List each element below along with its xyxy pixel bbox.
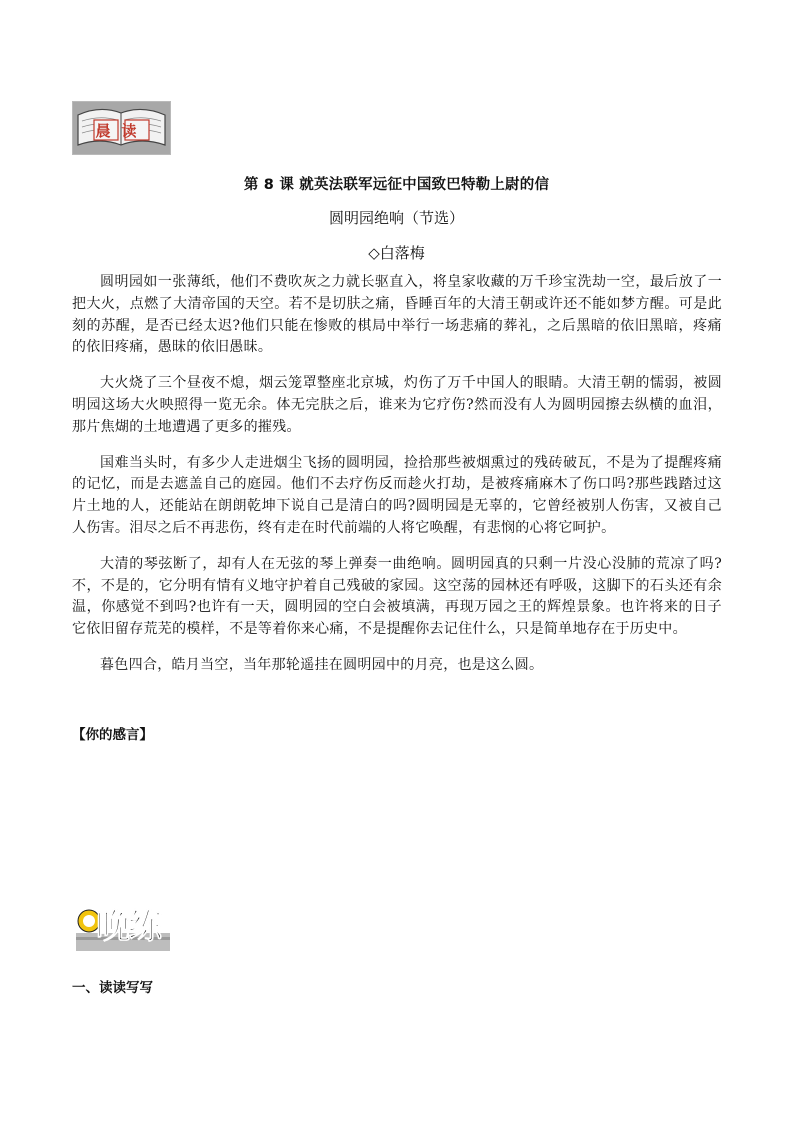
evening-practice-logo: [72, 897, 172, 954]
article-paragraph: 大火烧了三个昼夜不熄，烟云笼罩整座北京城，灼伤了万千中国人的眼睛。大清王朝的懦弱，被圆明园这场大火映照得一览无余。体无完肤之后，谁来为它疗伤?然而没有人为圆明园擦去纵横的血泪，那片焦煳的土地遭遇了更多的摧残。: [72, 375, 722, 435]
article-title: 圆明园绝响（节选）: [328, 209, 464, 227]
article-paragraph: 国难当头时，有多少人走进烟尘飞扬的圆明园，捡拾那些被烟熏过的残砖破瓦，不是为了提醒疼痛的记忆，而是去遮盖自己的庭园。他们不去疗伤反而趁火打劫，是被疼痛麻木了伤口吗?那些践踏过这片土地的人，还能站在朗朗乾坤下说自己是清白的吗?圆明园是无辜的，它曾经被别人伤害，又被自己人伤害。泪尽之后不再悲伤，终有走在时代前端的人将它唤醒，有悲悯的心将它呵护。: [72, 454, 722, 536]
article-author: ◇白落梅: [368, 244, 425, 262]
article-paragraph: 圆明园如一张薄纸，他们不费吹灰之力就长驱直入，将皇家收藏的万千珍宝洗劫一空，最后放了一把大火，点燃了大清帝国的天空。若不是切肤之痛，昏睡百年的大清王朝或许还不能如梦方醒。可是此刻的苏醒，是否已经太迟?他们只能在惨败的棋局中举行一场悲痛的葬礼，之后黑暗的依旧黑暗，疼痛的依旧疼痛，愚昧的依旧愚昧。: [72, 274, 722, 356]
lesson-title: 第 8 课 就英法联军远征中国致巴特勒上尉的信: [243, 177, 550, 193]
article-paragraph: 暮色四合，皓月当空，当年那轮遥挂在圆明园中的月亮，也是这么圆。: [100, 656, 544, 673]
exercise-heading: 一、读读写写: [72, 980, 153, 996]
morning-reading-logo: [72, 101, 171, 155]
reflection-label: 【你的感言】: [72, 727, 153, 743]
morning-logo-text: 晨读: [95, 122, 148, 140]
article-body: [72, 272, 722, 691]
evening-logo-text: 晚练: [96, 907, 160, 947]
article-paragraph: 大清的琴弦断了，却有人在无弦的琴上弹奏一曲绝响。圆明园真的只剩一片没心没肺的荒凉了吗?不，不是的，它分明有情有义地守护着自己残破的家园。这空荡的园林还有呼吸，这脚下的石头还有余温，你感觉不到吗?也许有一天，圆明园的空白会被填满，再现万园之王的辉煌景象。也许将来的日子它依旧留存荒芜的模样，不是等着你来心痛，不是提醒你去记住什么，只是简单地存在于历史中。: [72, 555, 722, 638]
